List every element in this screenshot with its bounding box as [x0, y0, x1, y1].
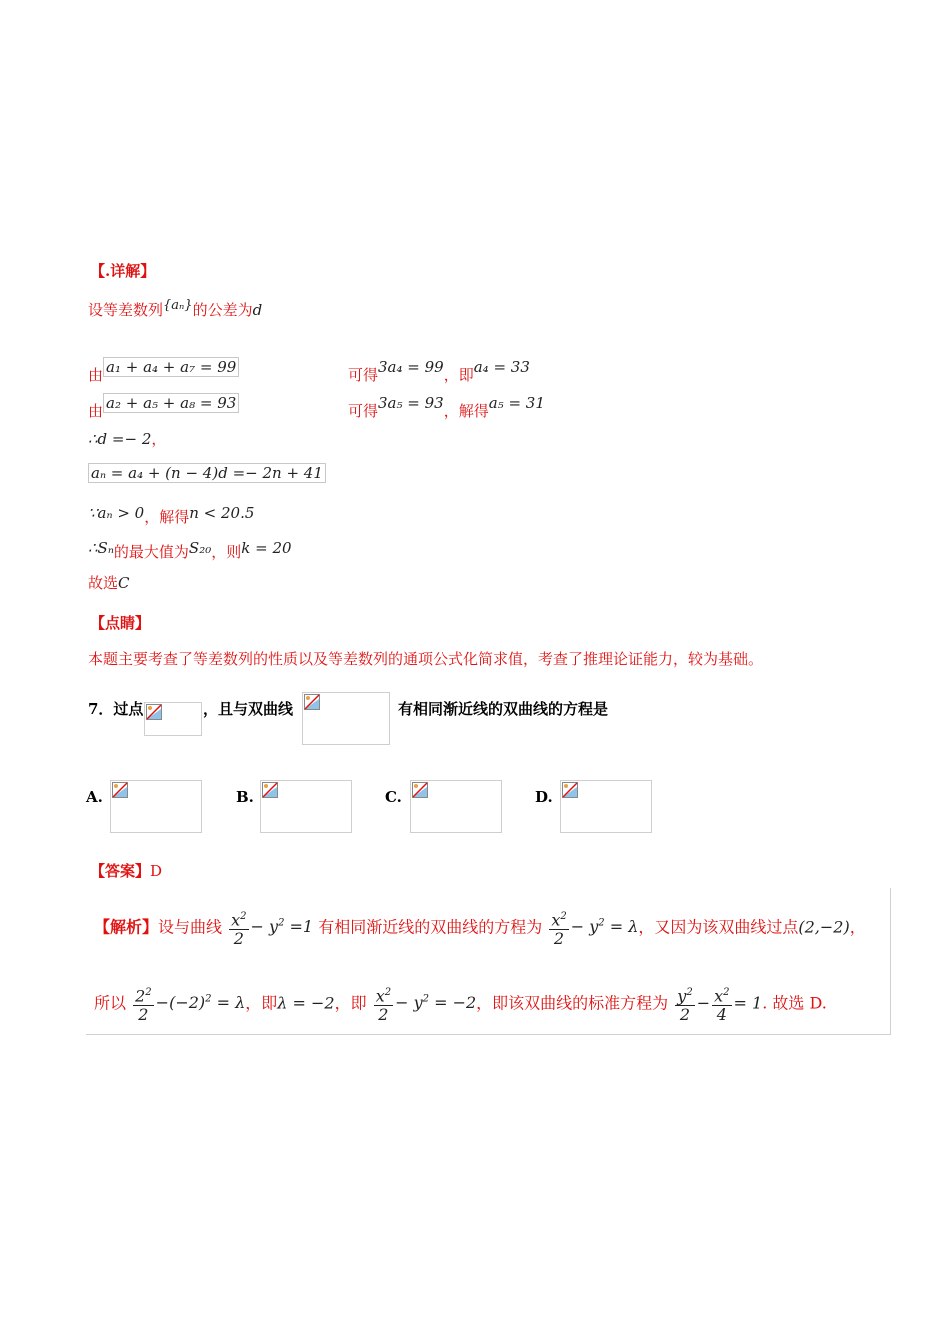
- broken-image-icon: [112, 782, 128, 798]
- eq-minus-y2-eq-neg2: − $y^2 = -2$: [395, 993, 477, 1013]
- analysis-line-2: [94, 978, 827, 1025]
- analysis-line1-a: 设与曲线: [158, 917, 223, 937]
- row5-mid: ，解得: [144, 508, 190, 526]
- row1-right: [348, 356, 530, 384]
- analysis-line2-b: ，即: [245, 993, 278, 1013]
- row2-right: [348, 392, 545, 420]
- analysis-line1-c: ，又因为该双曲线过点: [638, 917, 799, 937]
- question-mid: ，且与双曲线: [203, 700, 294, 718]
- row1-eq2: 3a₄ = 99: [378, 358, 444, 376]
- broken-image-icon: [304, 694, 320, 710]
- analysis-point: (2,−2): [798, 917, 850, 937]
- option-b-image[interactable]: [260, 780, 352, 833]
- row6-mid: 的最大值为: [113, 543, 189, 561]
- intro-text: 设等差数列: [88, 301, 164, 319]
- row6-eq3: k = 20: [241, 539, 292, 557]
- broken-image-icon: [412, 782, 428, 798]
- point-heading: 【点睛】: [90, 614, 151, 632]
- answer-label: 【答案】: [90, 862, 151, 880]
- analysis-line1-b: 有相同渐近线的双曲线的方程为: [318, 917, 543, 937]
- option-c-image[interactable]: [410, 780, 502, 833]
- eq-minus: −: [696, 993, 711, 1013]
- row3: [88, 428, 166, 449]
- option-b-label: B.: [236, 788, 254, 806]
- frac-x2-over-2-c: $\frac{x^2}{2}$: [374, 984, 393, 1024]
- row2-sep: ，解得: [443, 402, 489, 420]
- row6: [88, 537, 292, 561]
- eq-equals-1: = 1: [733, 993, 763, 1013]
- broken-image-icon: [562, 782, 578, 798]
- row7: [88, 572, 130, 593]
- option-d-image[interactable]: [560, 780, 652, 833]
- row2-eq2: 3a₅ = 93: [378, 394, 444, 412]
- intro-seq: {aₙ}: [163, 298, 193, 313]
- analysis-line2-e: ，即该双曲线的标准方程为: [476, 993, 669, 1013]
- point-text: 本题主要考查了等差数列的性质以及等差数列的通项公式化简求值，考查了推理论证能力，较为基础。: [88, 650, 764, 668]
- question-hyperbola-image: [302, 692, 390, 745]
- analysis-label: 【解析】: [94, 917, 159, 937]
- row3-tail: ，: [151, 430, 167, 448]
- question-number: 7．过点: [88, 700, 144, 718]
- analysis-lambda: λ = −2: [277, 993, 335, 1013]
- row6-sep: ，则: [211, 543, 242, 561]
- frac-x2-over-2-b: $\frac{x^2}{2}$: [549, 908, 568, 948]
- question-point-image: [144, 702, 202, 736]
- answer-value: D: [150, 862, 163, 880]
- row2-equation: a₂ + a₅ + a₈ = 93: [103, 393, 239, 413]
- row7-choice: C: [118, 574, 130, 592]
- row1-sep: ，即: [443, 366, 474, 384]
- frac-y2-over-2: $\frac{y^2}{2}$: [675, 984, 694, 1024]
- row5-eq2: n < 20.5: [189, 504, 255, 522]
- row4: [88, 464, 326, 482]
- option-a-image[interactable]: [110, 780, 202, 833]
- row1-left: [88, 356, 239, 384]
- option-a-label: A.: [86, 788, 103, 806]
- row1-equation: a₁ + a₄ + a₇ = 99: [103, 357, 239, 377]
- row3-equation: ∴d =− 2: [88, 430, 152, 448]
- eq-minus-y2-eq-lambda: − $y^2 = \lambda$: [570, 917, 639, 937]
- analysis-line1-end: ，: [849, 917, 866, 937]
- row5-equation: ∵aₙ > 0: [88, 504, 145, 522]
- intro-var: d: [252, 301, 263, 319]
- analysis-line2-a: 所以: [94, 993, 127, 1013]
- broken-image-icon: [262, 782, 278, 798]
- analysis-line-1: [94, 902, 866, 949]
- broken-image-icon: [146, 704, 162, 720]
- analysis-line2-f: . 故选 D.: [762, 993, 827, 1013]
- option-c-label: C.: [385, 788, 402, 806]
- row2-eq3: a₅ = 31: [488, 394, 545, 412]
- row2-prefix: 由: [88, 402, 104, 420]
- detail-heading: 【.详解】: [90, 262, 156, 280]
- row6-eq2: S₂₀: [188, 539, 212, 557]
- frac-x2-over-4: $\frac{x^2}{4}$: [712, 984, 731, 1024]
- question-tail: 有相同渐近线的双曲线的方程是: [398, 700, 609, 718]
- row4-equation: aₙ = a₄ + (n − 4)d =− 2n + 41: [88, 463, 326, 483]
- row7-text: 故选: [88, 574, 119, 592]
- eq-minus-y2-eq-1: − $y^2 =1$: [250, 917, 314, 937]
- row1-eq3: a₄ = 33: [473, 358, 530, 376]
- row6-equation: ∴Sₙ: [88, 539, 114, 557]
- row1-mid: 可得: [348, 366, 379, 384]
- row2-mid: 可得: [348, 402, 379, 420]
- intro-line: [88, 298, 262, 320]
- eq-minus-neg2sq: $-(-2)^2 = \lambda$: [155, 993, 246, 1013]
- row5: [88, 502, 255, 526]
- row1-prefix: 由: [88, 366, 104, 384]
- row2-left: [88, 392, 239, 420]
- frac-2sq-over-2: $\frac{2^2}{2}$: [133, 984, 154, 1024]
- intro-tail: 的公差为: [192, 301, 253, 319]
- analysis-line2-d: ，即: [334, 993, 367, 1013]
- option-d-label: D.: [535, 788, 553, 806]
- answer-line: [90, 860, 162, 881]
- frac-x2-over-2: $\frac{x^2}{2}$: [229, 908, 248, 948]
